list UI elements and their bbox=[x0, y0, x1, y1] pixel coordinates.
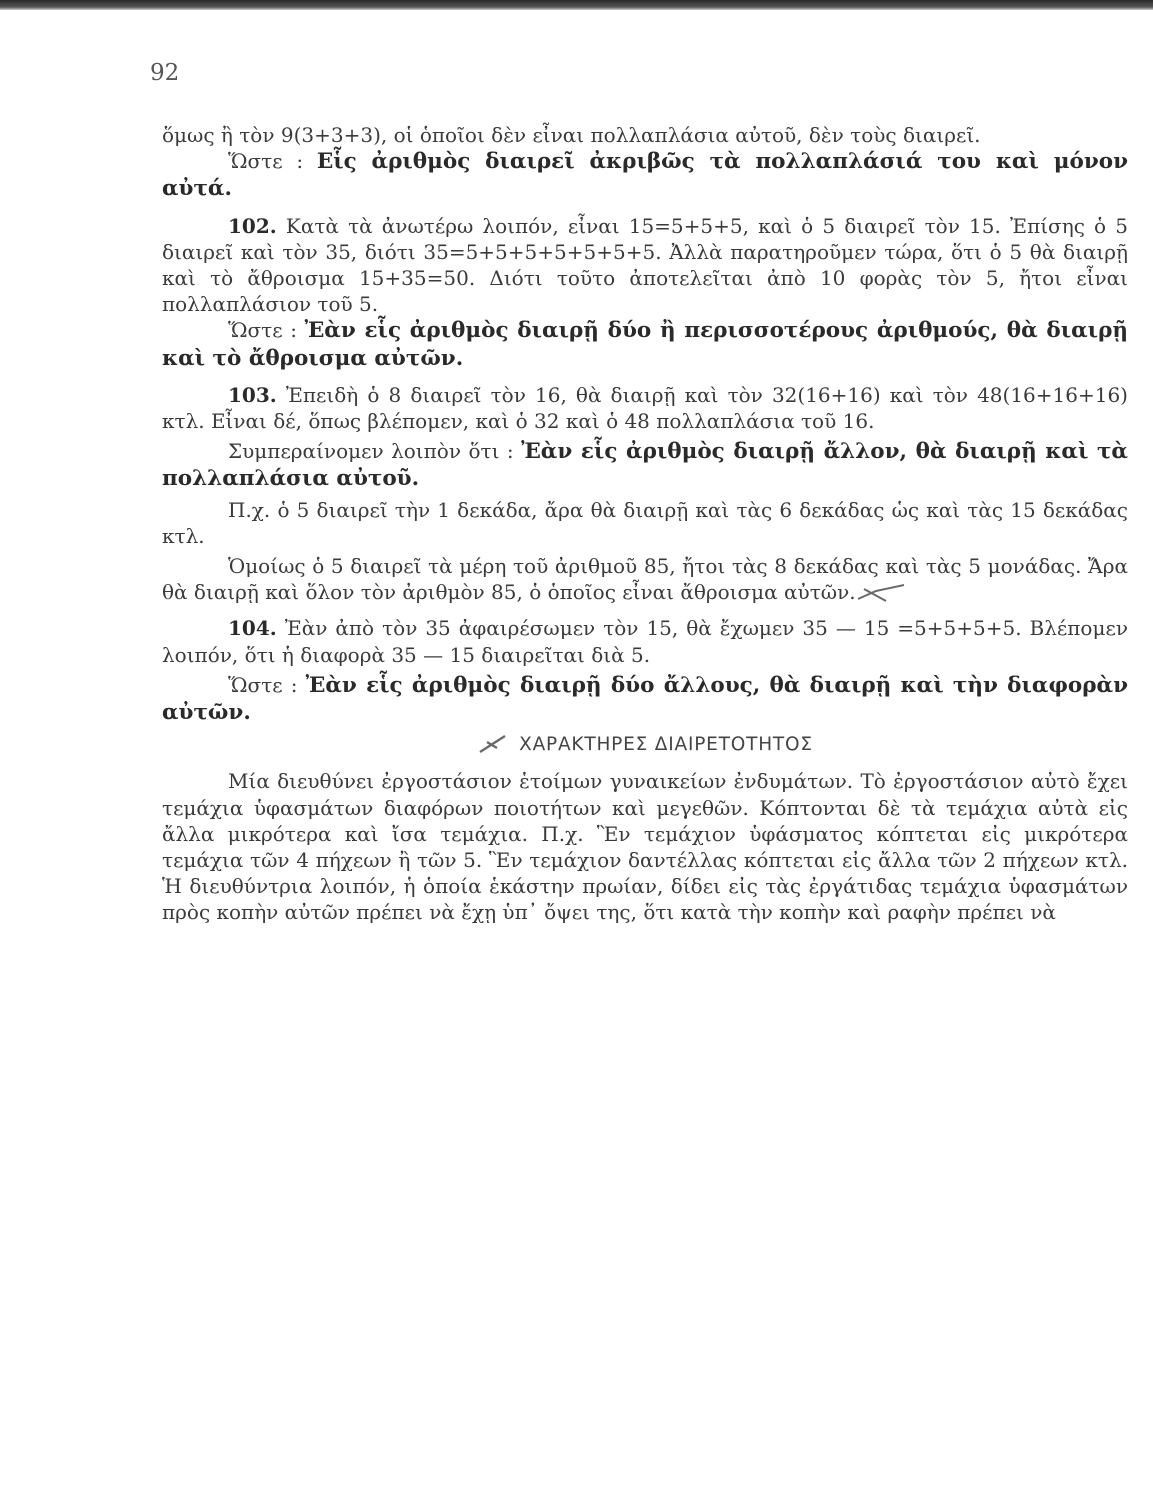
section-heading bbox=[162, 732, 1128, 758]
rule-intro: Ὥστε : bbox=[228, 318, 305, 343]
scan-top-edge bbox=[0, 0, 1153, 10]
heading-text: ΧΑΡΑΚΤΗΡΕΣ ΔΙΑΙΡΕΤΟΤΗΤΟΣ bbox=[519, 734, 813, 756]
rule-multiples-of-divisor bbox=[162, 438, 1128, 492]
page-body bbox=[162, 122, 1128, 926]
rule-text: Εἷς ἀριθμὸς διαιρεῖ ἀκριβῶς τὰ πολλαπλάσιά του καὶ μόνον αὐτά. bbox=[162, 149, 1129, 202]
section-text: Κατὰ τὰ ἀνωτέρω λοιπόν, εἶναι 15=5+5+5, καὶ ὁ 5 διαιρεῖ τὸν 15. Ἐπίσης ὁ 5 διαιρεῖ καὶ τὸν 35, διότι 35=5+5+5+5+5+5+5. Ἀλλὰ παρατηροῦμεν τώρα, ὅτι ὁ 5 θὰ διαιρῇ καὶ τὸ ἄθροισμα 15+35=50. Διότι τοῦτο ἀποτελεῖται ἀπὸ 10 φορὰς τὸν 5, ἤτοι εἶναι πολλαπλάσιον τοῦ 5. bbox=[162, 213, 1128, 317]
rule-text: Ἐὰν εἷς ἀριθμὸς διαιρῇ δύο ἢ περισσοτέρους ἀριθμούς, θὰ διαιρῇ καὶ τὸ ἄθροισμα αὐτῶν. bbox=[162, 318, 1128, 371]
example-paragraph-85 bbox=[162, 553, 1128, 605]
section-102 bbox=[162, 213, 1128, 318]
rule-intro: Ὥστε : bbox=[228, 149, 317, 174]
section-103 bbox=[162, 382, 1128, 434]
example-text: Ὁμοίως ὁ 5 διαιρεῖ τὰ μέρη τοῦ ἀριθμοῦ 85, ἤτοι τὰς 8 δεκάδας καὶ τὰς 5 μονάδας. Ἄρα θὰ διαιρῇ καὶ ὅλον τὸν ἀριθμὸν 85, ὁ ὁποῖος εἶναι ἄθροισμα αὐτῶν. bbox=[162, 554, 1128, 605]
page-number: 92 bbox=[150, 60, 180, 86]
section-number: 102. bbox=[228, 213, 277, 238]
rule-text: Ἐὰν εἷς ἀριθμὸς διαιρῇ δύο ἄλλους, θὰ διαιρῇ καὶ τὴν διαφορὰν αὐτῶν. bbox=[162, 672, 1129, 726]
section-104 bbox=[162, 615, 1128, 667]
rule-multiples bbox=[162, 148, 1128, 202]
rule-text: Ἐὰν εἷς ἀριθμὸς διαιρῇ ἄλλον, θὰ διαιρῇ καὶ τὰ πολλαπλάσια αὐτοῦ. bbox=[162, 439, 1128, 492]
section-number: 103. bbox=[228, 382, 277, 407]
example-paragraph: Π.χ. ὁ 5 διαιρεῖ τὴν 1 δεκάδα, ἄρα θὰ διαιρῇ καὶ τὰς 6 δεκάδας ὡς καὶ τὰς 15 δεκάδας κτλ. bbox=[162, 497, 1128, 548]
rule-sum bbox=[162, 317, 1128, 371]
section-text: Ἐπειδὴ ὁ 8 διαιρεῖ τὸν 16, θὰ διαιρῇ καὶ τὸν 32(16+16) καὶ τὸν 48(16+16+16) κτλ. Εἶναι δέ, ὅπως βλέπομεν, καὶ ὁ 32 καὶ ὁ 48 πολλαπλάσια τοῦ 16. bbox=[162, 382, 1128, 434]
pencil-tick-icon bbox=[477, 732, 511, 754]
pencil-check-mark bbox=[856, 581, 906, 603]
factory-paragraph: Μία διευθύνει ἐργοστάσιον ἑτοίμων γυναικείων ἐνδυμάτων. Τὸ ἐργοστάσιον αὐτὸ ἔχει τεμάχια ὑφασμάτων διαφόρων ποιοτήτων καὶ μεγεθῶν. Κόπτονται δὲ τὰ τεμάχια αὐτὰ εἰς ἄλλα μικρότερα καὶ ἴσα τεμάχια. Π.χ. Ἓν τεμάχιον ὑφάσματος κόπτεται εἰς μικρότερα τεμάχια τῶν 4 πήχεων ἢ τῶν 5. Ἓν τεμάχιον δαντέλλας κόπτεται εἰς ἄλλα τῶν 2 πήχεων κτλ. Ἡ διευθύντρια λοιπόν, ἡ ὁποία ἑκάστην πρωίαν, δίδει εἰς τὰς ἐργάτιδας τεμάχια ὑφασμάτων πρὸς κοπὴν αὐτῶν πρέπει νὰ ἔχῃ ὑπ᾽ ὄψει της, ὅτι κατὰ τὴν κοπὴν καὶ ραφὴν πρέπει νὰ bbox=[162, 769, 1128, 925]
section-text: Ἐὰν ἀπὸ τὸν 35 ἀφαιρέσωμεν τὸν 15, θὰ ἔχωμεν 35 — 15 =5+5+5+5. Βλέπομεν λοιπόν, ὅτι ἡ διαφορὰ 35 — 15 διαιρεῖται διὰ 5. bbox=[162, 616, 1128, 667]
rule-intro: Συμπεραίνομεν λοιπὸν ὅτι : bbox=[228, 439, 522, 464]
rule-difference bbox=[162, 672, 1128, 726]
section-number: 104. bbox=[228, 616, 277, 641]
paragraph-continuation: ὅμως ἢ τὸν 9(3+3+3), οἱ ὁποῖοι δὲν εἶναι πολλαπλάσια αὐτοῦ, δὲν τοὺς διαιρεῖ. bbox=[162, 123, 981, 147]
rule-intro: Ὥστε : bbox=[228, 672, 306, 697]
